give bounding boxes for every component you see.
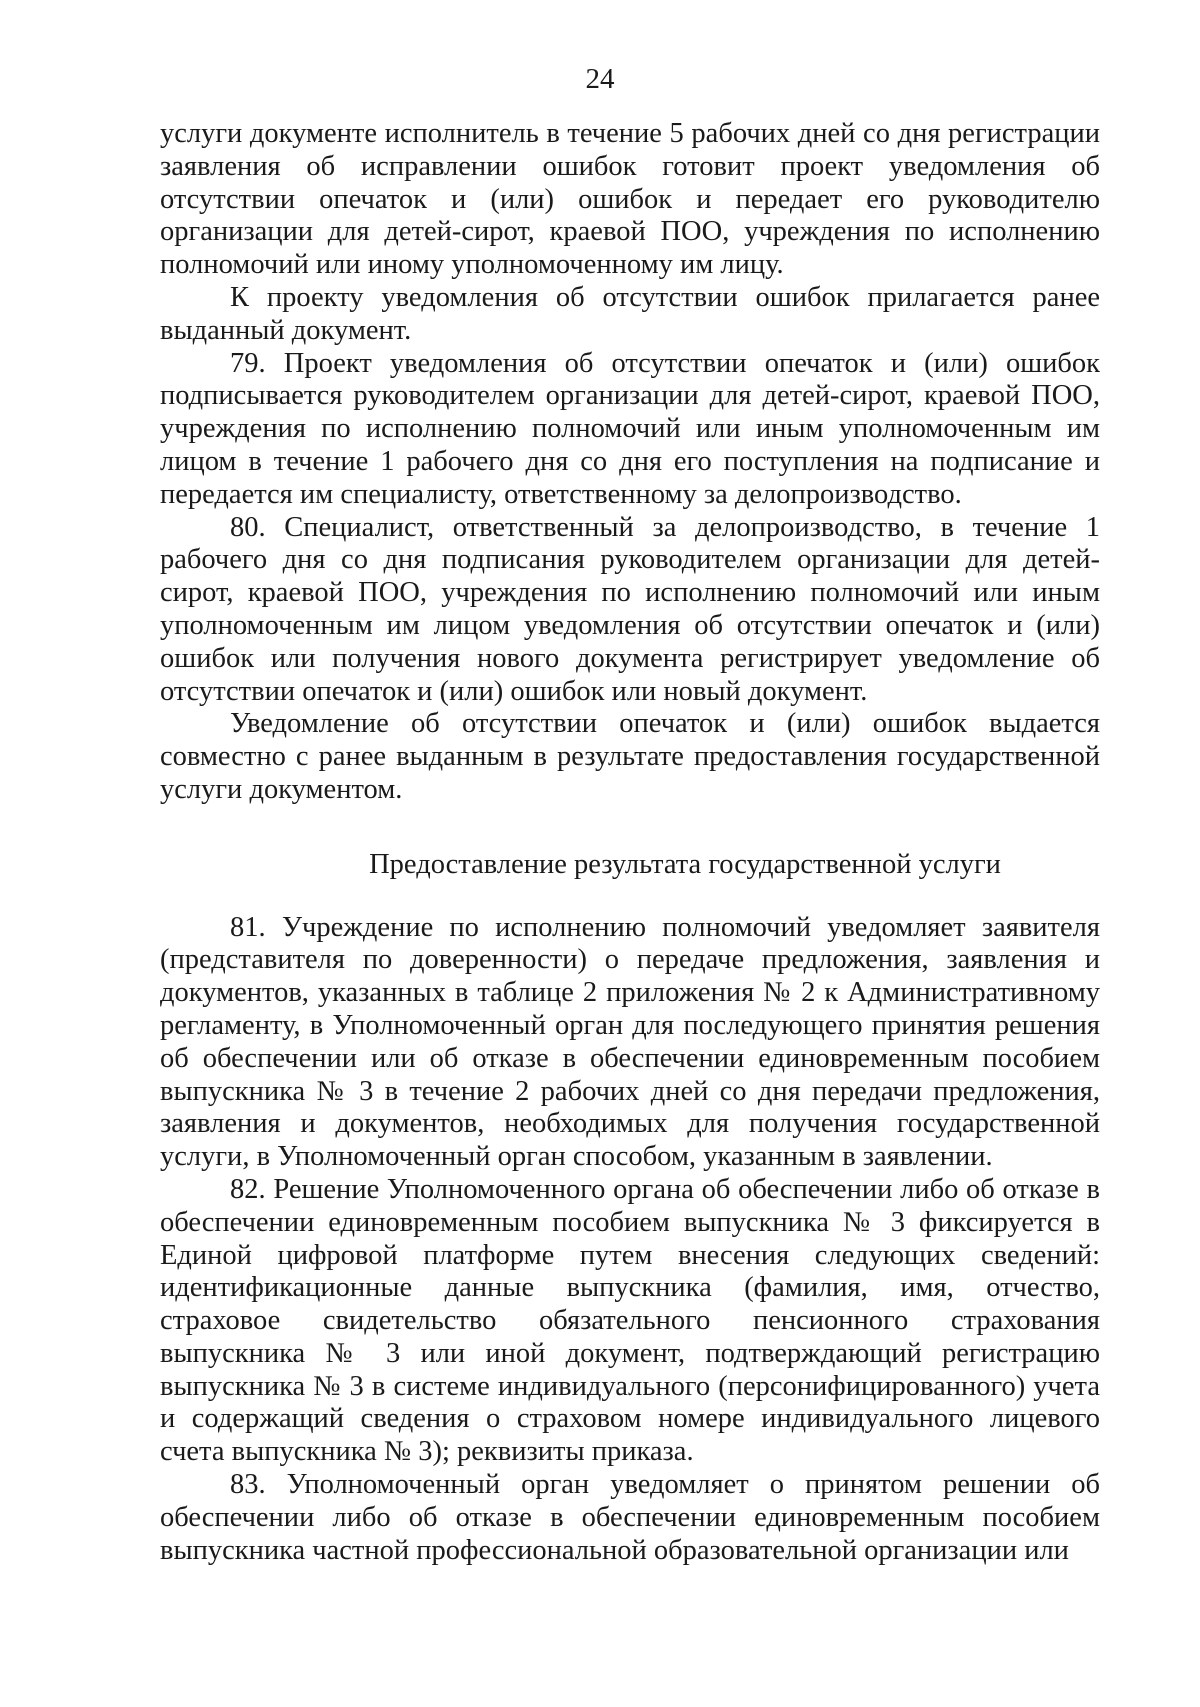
paragraph-81: 81. Учреждение по исполнению полномочий уведомляет заявителя (представителя по доверенности) о передаче предложения, заявления и документов, указанных в таблице 2 приложения № 2 к Административному регламенту, в Уполномоченный орган для последующего принятия решения об обеспечении или об отказе в обеспечении единовременным пособием выпускника № 3 в течение 2 рабочих дней со дня передачи предложения, заявления и документов, необходимых для получения государственной услуги, в Уполномоченный орган способом, указанным в заявлении. xyxy=(160,911,1100,1173)
paragraph-notification-issue: Уведомление об отсутствии опечаток и (или) ошибок выдается совместно с ранее выданным в результате предоставления государственной услуги документом. xyxy=(160,708,1100,805)
document-body xyxy=(160,118,1100,1567)
spacer xyxy=(160,882,1100,912)
paragraph-continuation: услуги документе исполнитель в течение 5 рабочих дней со дня регистрации заявления об исправлении ошибок готовит проект уведомления об отсутствии опечаток и (или) ошибок и передает его руководителю организации для детей-сирот, краевой ПОО, учреждения по исполнению полномочий или иному уполномоченному им лицу. xyxy=(160,118,1100,281)
paragraph-attachment-note: К проекту уведомления об отсутствии ошибок прилагается ранее выданный документ. xyxy=(160,281,1100,346)
paragraph-83: 83. Уполномоченный орган уведомляет о принятом решении об обеспечении либо об отказе в обеспечении единовременным пособием выпускника частной профессиональной образовательной организации или xyxy=(160,1469,1100,1566)
paragraph-79: 79. Проект уведомления об отсутствии опечаток и (или) ошибок подписывается руководителем организации для детей-сирот, краевой ПОО, учреждения по исполнению полномочий или иным уполномоченным им лицом в течение 1 рабочего дня со дня его поступления на подписание и передается им специалисту, ответственному за делопроизводство. xyxy=(160,347,1100,510)
page-number: 24 xyxy=(585,63,615,95)
paragraph-82: 82. Решение Уполномоченного органа об обеспечении либо об отказе в обеспечении единовременным пособием выпускника № 3 фиксируется в Единой цифровой платформе путем внесения следующих сведений: идентификационные данные выпускника (фамилия, имя, отчество, страховое свидетельство обязательного пенсионного страхования выпускника № 3 или иной документ, подтверждающий регистрацию выпускника № 3 в системе индивидуального (персонифицированного) учета и содержащий сведения о страховом номере индивидуального лицевого счета выпускника № 3); реквизиты приказа. xyxy=(160,1173,1100,1468)
section-heading: Предоставление результата государственной услуги xyxy=(369,848,1001,880)
spacer xyxy=(160,807,1100,849)
paragraph-80: 80. Специалист, ответственный за делопроизводство, в течение 1 рабочего дня со дня подписания руководителем организации для детей-сирот, краевой ПОО, учреждения по исполнению полномочий или иным уполномоченным им лицом уведомления об отсутствии опечаток и (или) ошибок или получения нового документа регистрирует уведомление об отсутствии опечаток и (или) ошибок или новый документ. xyxy=(160,511,1100,707)
